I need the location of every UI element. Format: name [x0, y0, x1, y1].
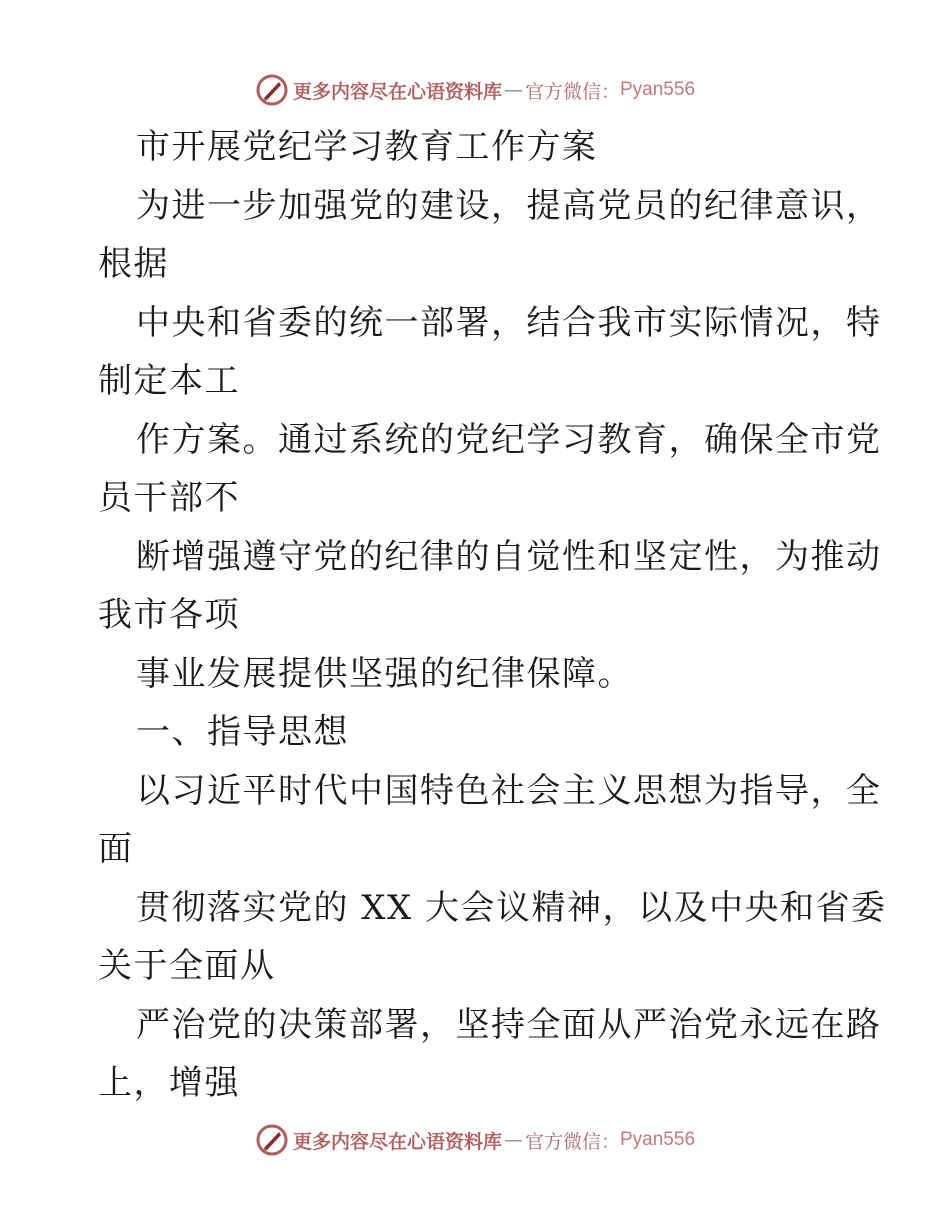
library-text: 更多内容尽在心语资料库 — [292, 1130, 502, 1153]
quill-logo-icon — [255, 73, 289, 107]
text-line: 关于全面从 — [98, 946, 276, 986]
text-line: 面 — [98, 829, 134, 869]
text-line: 断增强遵守党的纪律的自觉性和坚定性，为推动 — [136, 536, 882, 577]
text-line: 事业发展提供坚强的纪律保障。 — [136, 653, 633, 694]
text-line: 员干部不 — [98, 478, 240, 518]
text-line: 贯彻落实党的 XX 大会议精神，以及中央和省委 — [136, 887, 887, 928]
wechat-label: 官方微信： — [524, 1130, 620, 1153]
text-line: 我市各项 — [98, 595, 240, 635]
banner-separator: — — [503, 79, 523, 101]
text-line: 制定本工 — [98, 361, 240, 401]
document-body — [98, 118, 887, 1113]
text-line: 根据 — [98, 244, 169, 284]
text-line: 以习近平时代中国特色社会主义思想为指导，全 — [136, 770, 882, 811]
text-line: 上，增强 — [98, 1063, 240, 1103]
quill-logo-icon — [255, 1123, 289, 1157]
text-line: 中央和省委的统一部署，结合我市实际情况，特 — [136, 302, 882, 343]
wechat-id: Pyan556 — [620, 79, 696, 100]
text-line: 严治党的决策部署，坚持全面从严治党永远在路 — [136, 1004, 882, 1045]
document-title: 市开展党纪学习教育工作方案 — [136, 127, 598, 167]
wechat-label: 官方微信： — [524, 80, 620, 103]
text-line: 作方案。通过系统的党纪学习教育，确保全市党 — [136, 419, 882, 460]
header-banner — [0, 70, 950, 110]
text-line: 为进一步加强党的建设，提高党员的纪律意识， — [136, 185, 882, 226]
banner-separator: — — [503, 1129, 523, 1151]
section-heading: 一、指导思想 — [136, 712, 349, 752]
library-text: 更多内容尽在心语资料库 — [292, 80, 502, 103]
footer-banner — [0, 1120, 950, 1160]
wechat-id: Pyan556 — [620, 1129, 696, 1150]
